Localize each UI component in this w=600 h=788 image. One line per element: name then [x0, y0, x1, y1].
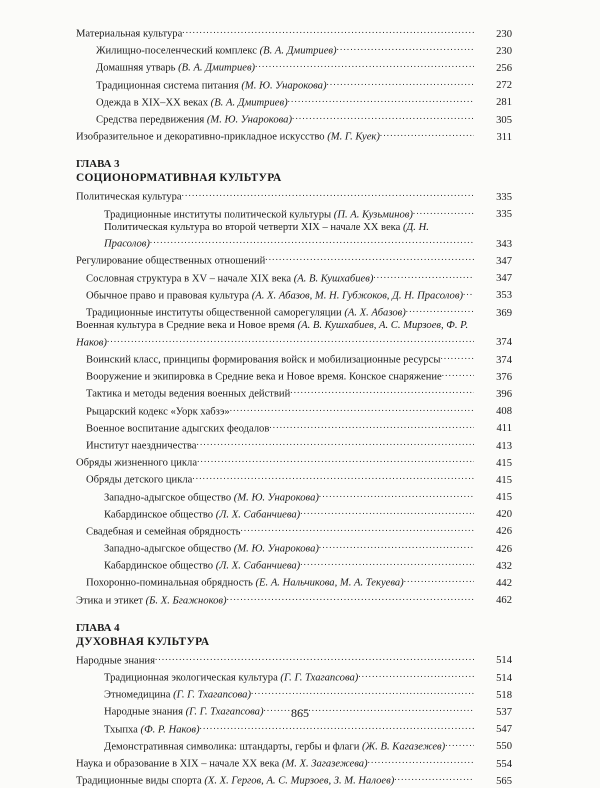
entry-author: (Е. А. Нальчикова, М. А. Текуева)	[255, 578, 404, 590]
entry-author: (В. А. Дмитриев)	[178, 62, 256, 74]
toc-entry	[76, 320, 512, 350]
entry-page-number: 462	[474, 595, 512, 608]
toc-entry-title	[76, 488, 512, 505]
toc-entry-title	[76, 754, 512, 771]
entry-title-text: Традиционные виды спорта	[76, 775, 205, 787]
entry-page-number: 353	[474, 290, 512, 303]
entry-title-text: Традиционные институты политической культуры	[104, 209, 334, 221]
toc-entry	[76, 384, 512, 401]
toc-entry	[76, 436, 512, 453]
entry-page-number: 311	[474, 132, 512, 145]
entry-page-number: 411	[474, 423, 512, 436]
entry-page-number: 347	[474, 273, 512, 286]
entry-author: (Г. Г. Тхагапсова)	[185, 706, 264, 718]
entry-page-number: 374	[474, 337, 512, 350]
entry-title-text: Демонстративная символика: штандарты, гербы и флаги	[104, 741, 363, 753]
entry-title-text: Военное воспитание адыгских феодалов	[86, 423, 270, 435]
dot-leader	[240, 522, 512, 535]
entry-title-text: Одежда в XIX–XX веках	[96, 97, 211, 109]
entry-page-number: 413	[474, 441, 512, 454]
toc-entry-title	[76, 470, 512, 487]
entry-page-number: 442	[474, 578, 512, 591]
entry-title-text: Кабардинское общество	[104, 560, 216, 572]
entry-author: (Ф. Р. Наков)	[140, 724, 200, 736]
toc-entry	[76, 720, 512, 737]
entry-title-text: Тактика и методы ведения военных действий	[86, 388, 291, 400]
toc-entry-title	[76, 436, 512, 453]
dot-leader	[155, 651, 512, 664]
entry-author: (Х. Х. Гергов, А. С. Мирзоев, З. М. Налоев)	[204, 775, 395, 787]
entry-title-text: Вооружение и экипировка в Средние века и Новое время. Конское снаряжение	[86, 371, 442, 383]
entry-page-number: 426	[474, 526, 512, 539]
entry-title-text: Сословная структура в XV – начале XIX века	[86, 273, 294, 285]
dot-leader	[182, 24, 512, 37]
entry-author: (А. Х. Абазов)	[344, 307, 406, 319]
toc-entry	[76, 24, 512, 41]
toc-entry-title	[76, 320, 512, 350]
entry-title-text: Традиционная экологическая культура	[104, 672, 281, 684]
entry-author: (П. А. Кузьминов)	[333, 209, 413, 221]
toc-entry	[76, 419, 512, 436]
entry-title-text: Регулирование общественных отношений	[76, 256, 266, 268]
toc-entry	[76, 754, 512, 771]
entry-title-text: Этика и этикет	[76, 595, 146, 607]
entry-title-text: Домашняя утварь	[96, 62, 179, 74]
toc-entry	[76, 41, 512, 58]
entry-page-number: 376	[474, 372, 512, 385]
entry-page-number: 420	[474, 509, 512, 522]
entry-page-number: 565	[474, 776, 512, 788]
entry-page-number: 426	[474, 544, 512, 557]
entry-page-number: 537	[474, 707, 512, 720]
toc-entry	[76, 685, 512, 702]
dot-leader	[197, 436, 513, 449]
entry-title-text: Обряды детского цикла	[86, 474, 193, 486]
dot-leader	[107, 333, 512, 346]
entry-page-number: 230	[474, 46, 512, 59]
table-of-contents	[76, 24, 512, 788]
entry-page-number: 415	[474, 475, 512, 488]
toc-entry	[76, 470, 512, 487]
toc-entry	[76, 110, 512, 127]
toc-entry	[76, 651, 512, 668]
toc-entry	[76, 205, 512, 222]
toc-entry-title	[76, 453, 512, 470]
entry-title-text: Этномедицина	[104, 689, 174, 701]
toc-entry-title	[76, 110, 512, 127]
entry-title-text: Традиционная система питания	[96, 80, 242, 92]
entry-title-text: Свадебная и семейная обрядность	[86, 526, 241, 538]
entry-author: (М. Ю. Унарокова)	[241, 80, 327, 92]
entry-page-number: 554	[474, 759, 512, 772]
toc-entry-title	[76, 668, 512, 685]
entry-author: (Б. Х. Бгажноков)	[145, 595, 227, 607]
entry-page-number: 230	[474, 29, 512, 42]
entry-author: (М. Ю. Унарокова)	[206, 114, 292, 126]
entry-author: (Г. Г. Тхагапсова)	[280, 672, 359, 684]
entry-author: (М. Г. Куек)	[327, 131, 380, 143]
toc-entry	[76, 286, 512, 303]
toc-entry-title	[76, 591, 512, 608]
page-number: 865	[291, 706, 309, 720]
dot-leader	[182, 187, 512, 200]
entry-author: (А. В. Кушхабиев, А. С. Мирзоев, Ф. Р. Наков)	[76, 320, 469, 349]
chapter-3-title: СОЦИОНОРМАТИВНАЯ КУЛЬТУРА	[76, 172, 282, 185]
toc-entry-title	[76, 505, 512, 522]
toc-entry-title	[76, 251, 512, 268]
toc-entry	[76, 556, 512, 573]
toc-entry-title	[76, 127, 512, 144]
toc-entry-title	[76, 222, 512, 252]
toc-entry	[76, 591, 512, 608]
toc-entry-title	[76, 419, 512, 436]
toc-entry-title	[76, 24, 512, 41]
toc-entry	[76, 771, 512, 788]
entry-author: (М. Ю. Унарокова)	[233, 543, 319, 555]
toc-entry-title	[76, 573, 512, 590]
toc-entry	[76, 668, 512, 685]
entry-title-text: Политическая культура во второй четверти XIX – начале XX века	[104, 221, 404, 233]
entry-title-text: Традиционные институты общественной саморегуляции	[86, 307, 345, 319]
entry-page-number: 369	[474, 308, 512, 321]
entry-page-number: 272	[474, 80, 512, 93]
toc-entry	[76, 251, 512, 268]
entry-page-number: 305	[474, 115, 512, 128]
toc-entry-title	[76, 76, 512, 93]
entry-page-number: 347	[474, 256, 512, 269]
chapter-4-title: ДУХОВНАЯ КУЛЬТУРА	[76, 635, 210, 648]
dot-leader	[150, 234, 512, 247]
entry-author: (Л. Х. Сабанчиева)	[215, 560, 301, 572]
entry-title-text: Военная культура в Средние века и Новое время	[76, 320, 298, 332]
toc-entry-title	[76, 269, 512, 286]
entry-title-text: Политическая культура	[76, 191, 182, 203]
entry-title-text: Рыцарский кодекс «Уорк хабзэ»	[86, 406, 230, 418]
entry-author: (М. Х. Загазежева)	[281, 758, 368, 770]
toc-entry	[76, 350, 512, 367]
dot-leader	[230, 402, 512, 415]
entry-title-text: Материальная культура	[76, 28, 183, 40]
toc-section-material	[76, 24, 512, 144]
entry-title-text: Обряды жизненного цикла	[76, 457, 198, 469]
toc-entry	[76, 76, 512, 93]
toc-entry	[76, 573, 512, 590]
entry-author: (В. А. Дмитриев)	[210, 97, 288, 109]
toc-entry	[76, 488, 512, 505]
toc-entry	[76, 303, 512, 320]
entry-author: (М. Ю. Унарокова)	[233, 492, 319, 504]
entry-title-text: Средства передвижения	[96, 114, 207, 126]
entry-title-text: Народные знания	[104, 706, 186, 718]
toc-entry	[76, 127, 512, 144]
toc-entry-title	[76, 367, 512, 384]
toc-entry-title	[76, 187, 512, 204]
toc-entry-title	[76, 205, 512, 222]
dot-leader	[192, 470, 512, 483]
toc-entry-title	[76, 303, 512, 320]
entry-title-text: Кабардинское общество	[104, 509, 216, 521]
entry-title-text: Изобразительное и декоративно-прикладное искусство	[76, 131, 328, 143]
entry-page-number: 432	[474, 561, 512, 574]
toc-entry-title	[76, 522, 512, 539]
entry-author: (А. Х. Абазов, М. Н. Губжоков, Д. Н. Прасолов)	[251, 290, 463, 302]
toc-entry-title	[76, 384, 512, 401]
entry-page-number: 343	[474, 239, 512, 252]
entry-title-text: Обычное право и правовая культура	[86, 290, 252, 302]
toc-entry-title	[76, 350, 512, 367]
chapter-4-label: ГЛАВА 4	[76, 621, 120, 634]
toc-entry	[76, 367, 512, 384]
entry-page-number: 518	[474, 690, 512, 703]
entry-title-text: Западно-адыгское общество	[104, 492, 234, 504]
toc-entry-title	[76, 539, 512, 556]
toc-entry-title	[76, 402, 512, 419]
entry-title-text: Институт наездничества	[86, 440, 197, 452]
toc-entry	[76, 539, 512, 556]
toc-entry	[76, 58, 512, 75]
toc-entry	[76, 453, 512, 470]
entry-author: (В. А. Дмитриев)	[259, 45, 337, 57]
toc-entry-title	[76, 737, 512, 754]
entry-page-number: 550	[474, 741, 512, 754]
toc-entry-title	[76, 651, 512, 668]
toc-entry-title	[76, 93, 512, 110]
chapter-3-label: ГЛАВА 3	[76, 158, 120, 171]
entry-title-text: Жилищно-поселенческий комплекс	[96, 45, 260, 57]
toc-entry	[76, 522, 512, 539]
entry-title-text: Западно-адыгское общество	[104, 543, 234, 555]
entry-page-number: 374	[474, 355, 512, 368]
entry-page-number: 396	[474, 389, 512, 402]
entry-author: (Г. Г. Тхагапсова)	[173, 689, 251, 701]
toc-entry-title	[76, 771, 512, 788]
entry-page-number: 408	[474, 406, 512, 419]
toc-entry-title	[76, 286, 512, 303]
entry-title-text: Народные знания	[76, 655, 155, 667]
entry-page-number: 547	[474, 724, 512, 737]
toc-entry-title	[76, 58, 512, 75]
toc-entry	[76, 737, 512, 754]
toc-entry	[76, 187, 512, 204]
entry-page-number: 415	[474, 458, 512, 471]
entry-page-number: 415	[474, 492, 512, 505]
toc-entry	[76, 505, 512, 522]
toc-entry-title	[76, 720, 512, 737]
dot-leader	[227, 591, 512, 604]
entry-author: (Ж. В. Кагазежев)	[362, 741, 446, 753]
entry-title-text: Тхыпха	[104, 724, 141, 736]
dot-leader	[200, 720, 512, 733]
toc-section-chapter-3	[76, 187, 512, 608]
toc-entry	[76, 93, 512, 110]
dot-leader	[197, 453, 512, 466]
entry-page-number: 514	[474, 655, 512, 668]
entry-title-text: Наука и образование в XIX – начале XX века	[76, 758, 282, 770]
entry-page-number: 335	[474, 192, 512, 205]
entry-title-text: Воинский класс, принципы формирования войск и мобилизационные ресурсы	[86, 354, 441, 366]
entry-author: (А. В. Кушхабиев)	[293, 273, 374, 285]
entry-page-number: 514	[474, 673, 512, 686]
entry-title-text: Похоронно-поминальная обрядность	[86, 578, 256, 590]
entry-author: (Д. Н. Прасолов)	[104, 221, 429, 250]
toc-entry	[76, 222, 512, 252]
toc-entry	[76, 269, 512, 286]
toc-entry-title	[76, 685, 512, 702]
entry-page-number: 335	[474, 209, 512, 222]
entry-author: (Л. Х. Сабанчиева)	[215, 509, 301, 521]
entry-page-number: 256	[474, 63, 512, 76]
dot-leader	[251, 685, 512, 698]
toc-entry	[76, 402, 512, 419]
toc-entry-title	[76, 41, 512, 58]
toc-entry-title	[76, 556, 512, 573]
entry-page-number: 281	[474, 97, 512, 110]
